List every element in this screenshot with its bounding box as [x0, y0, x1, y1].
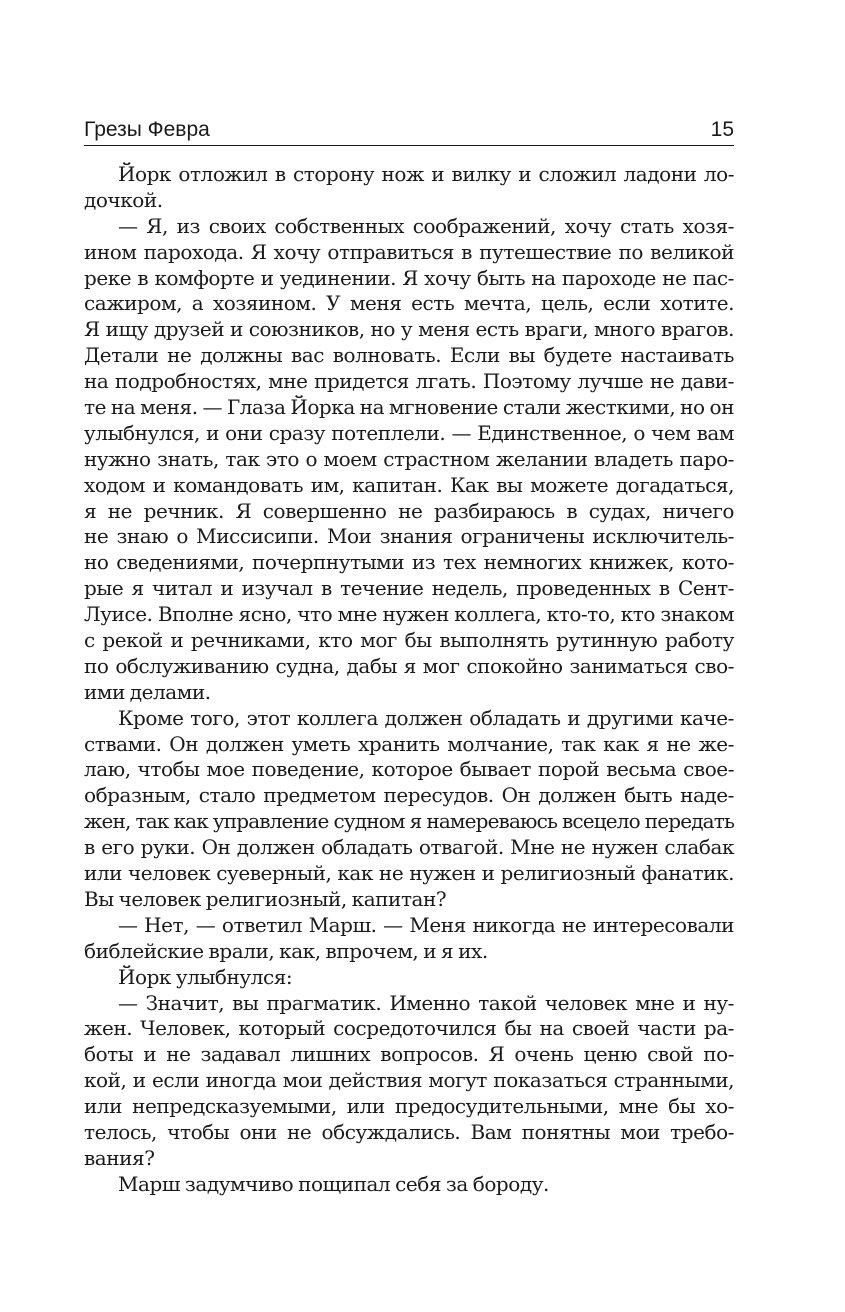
text-line: или непредсказуемыми, или предосудительными, мне бы хо- — [84, 1094, 734, 1119]
page-number: 15 — [710, 118, 734, 141]
text-line: реке в комфорте и уединении. Я хочу быть на пароходе не пас- — [84, 265, 734, 290]
text-line: нужно знать, так это о моем страстном желании владеть паро- — [84, 446, 734, 471]
text-line: по обслуживанию судна, дабы я мог спокойно заниматься сво- — [84, 653, 734, 678]
text-line: ходом и командовать им, капитан. Как вы можете догадаться, — [84, 472, 734, 497]
text-line: с рекой и речниками, кто мог бы выполнять рутинную работу — [84, 628, 734, 653]
text-line: в его руки. Он должен обладать отвагой. Мне не нужен слабак — [84, 835, 734, 860]
text-line: жен. Человек, который сосредоточился бы на своей части ра- — [84, 1016, 734, 1041]
text-line: те на меня. — Глаза Йорка на мгновение стали жесткими, но он — [84, 395, 734, 420]
text-line: Я ищу друзей и союзников, но у меня есть враги, много врагов. — [84, 317, 734, 342]
text-line: лаю, чтобы мое поведение, которое бывает порой весьма свое- — [84, 757, 734, 782]
body-text — [84, 162, 734, 1198]
text-line: образным, стало предметом пересудов. Он должен быть надe- — [84, 783, 734, 808]
text-line: я не речник. Я совершенно не разбираюсь в судах, ничего — [84, 498, 734, 523]
text-line: — Значит, вы прагматик. Именно такой человек мне и ну- — [118, 990, 734, 1015]
text-line: Марш задумчиво пощипал себя за бороду. — [118, 1171, 549, 1196]
text-line: улыбнулся, и они сразу потеплели. — Единственное, о чем вам — [84, 420, 734, 445]
text-line: боты и не задавал лишних вопросов. Я очень ценю свой по- — [84, 1042, 734, 1067]
text-line: или человек суеверный, как не нужен и религиозный фанатик. — [84, 861, 734, 886]
text-line: Кроме того, этот коллега должен обладать и другими каче- — [118, 705, 734, 730]
running-title: Грезы Февра — [84, 118, 210, 141]
text-line: ими делами. — [84, 679, 211, 704]
text-line: Детали не должны вас волновать. Если вы будете настаивать — [84, 343, 734, 368]
text-line: кой, и если иногда мои действия могут показаться странными, — [84, 1068, 734, 1093]
running-header — [84, 117, 734, 146]
text-line: Йорк отложил в сторону нож и вилку и сложил ладони ло- — [118, 162, 734, 186]
text-line: Йорк улыбнулся: — [118, 964, 293, 989]
text-line: Луисе. Вполне ясно, что мне нужен коллега, кто-то, кто знаком — [84, 602, 734, 627]
text-line: но сведениями, почерпнутыми из тех немногих книжек, кото- — [84, 550, 734, 575]
text-line: телось, чтобы они не обсуждались. Вам понятны мои требо- — [84, 1119, 734, 1144]
text-line: Вы человек религиозный, капитан? — [84, 886, 447, 911]
text-line: рые я читал и изучал в течение недель, проведенных в Сент- — [84, 576, 734, 601]
text-line: ином парохода. Я хочу отправиться в путешествие по великой — [84, 239, 734, 264]
text-line: на подробностях, мне придется лгать. Поэтому лучше не дави- — [84, 369, 734, 394]
text-line: сажиром, а хозяином. У меня есть мечта, цель, если хотите. — [84, 291, 734, 316]
text-line: — Нет, — ответил Марш. — Меня никогда не интересовали — [118, 912, 734, 937]
text-line: вания? — [84, 1145, 155, 1170]
text-line: библейские врали, как, впрочем, и я их. — [84, 938, 488, 963]
text-line: — Я, из своих собственных соображений, хочу стать хозя- — [118, 213, 734, 238]
text-line: не знаю о Миссисипи. Мои знания ограничены исключитель- — [84, 524, 734, 549]
text-line: жен, так как управление судном я намереваюсь всецело передать — [84, 809, 734, 834]
text-line: ствами. Он должен уметь хранить молчание, так как я не же- — [84, 731, 734, 756]
text-line: дочкой. — [84, 187, 163, 212]
